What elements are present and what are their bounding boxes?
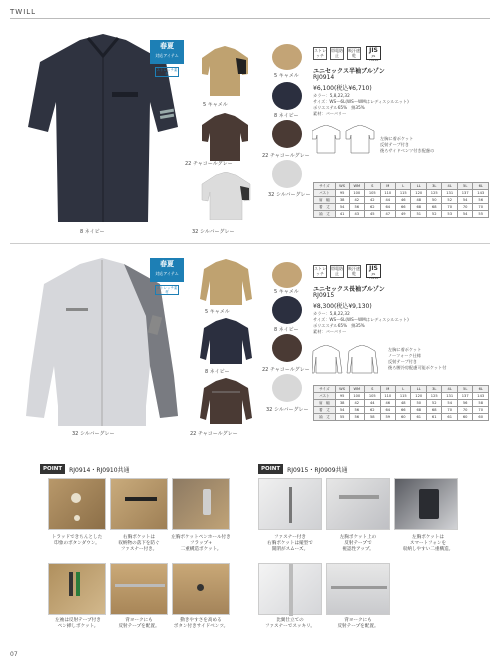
stretch-badge: ストレッチ素材 [156,68,178,76]
product2-swatch-caption-2: 8 ネイビー [274,327,299,333]
product2-size-cell: 95 [335,393,349,400]
product1-size-cell: 48 [411,197,426,204]
product2-size-cell: 120 [411,393,426,400]
product1-size-cell: 55 [473,211,489,218]
section-divider [10,243,490,244]
point1-photo-pen-pocket [172,478,230,530]
product2-size-cell: WM [349,386,364,393]
point1-caption-1: トラッドできちんとした 印象のボタンダウン。 [51,535,103,546]
season-badge-2 [150,258,184,282]
product1-swatch-silver [272,160,302,188]
product2-size-cell: 110 [380,393,395,400]
product2-thumb-charcoal [200,378,252,424]
point1-caption-6: 動きやすさを高める ボタン付きサイドベンツ。 [173,618,229,629]
product2-size-cell: 100 [349,393,364,400]
product1-swatch-caption-3: 22 チャコールグレー [262,153,310,159]
point1-caption-2: 右胸ポケットは 収納物の落下を防ぐ ファスナー付き。 [118,535,160,552]
product2-swatch-caption-3: 22 チャコールグレー [262,367,310,373]
product1-thumb-silver [200,172,252,220]
product2-size-cell: 肩 幅 [314,400,336,407]
point1-photo-side-vent [172,563,230,615]
product1-feature-2: 反射テープ付き [380,142,410,147]
product2-feature-2: ノーフォーク仕様 [388,353,421,358]
product1-size-cell: 70 [457,204,472,211]
quick-dry-icon-2: 吸汗速乾 [348,266,360,276]
point2-tag: POINT [258,464,283,474]
product1-size-cell: 51 [411,211,426,218]
point1-caption-3: 左胸ポケットペンホール付き フラップ+ 二重構造ポケット。 [171,535,231,552]
header-divider [10,18,490,19]
product2-size-cell: L [396,386,411,393]
product1-name: ユニセックス半袖ブルゾン [313,68,385,75]
product2-size-cell: 42 [349,400,364,407]
point1-photo-zip-pocket [110,478,168,530]
product1-size-cell: 42 [365,197,380,204]
product1-spec-material: ポリエステル65% 綿35% [313,105,365,110]
season-badge [150,40,184,64]
product2-size-cell: 44 [365,400,380,407]
product1-size-cell: 95 [335,190,349,197]
product1-size-cell: 143 [473,190,489,197]
product2-size-row [314,393,489,400]
product2-size-cell: LL [411,386,426,393]
product1-size-cell: 137 [457,190,472,197]
product1-size-cell: 3L [426,183,441,190]
product2-size-cell: 105 [365,393,380,400]
product2-size-row [314,407,489,414]
product2-size-cell: 38 [335,400,349,407]
product1-size-cell: 68 [411,204,426,211]
product2-size-cell: 48 [396,400,411,407]
page-number: 07 [10,651,18,658]
product1-size-cell: 5L [457,183,472,190]
point2-caption-5: 背ヨークにも 反射テープを配置。 [337,618,379,629]
product2-size-cell: 68 [426,407,441,414]
product1-size-row [314,204,489,211]
product1-size-cell: 52 [442,197,457,204]
product1-size-cell: 110 [380,190,395,197]
product1-size-cell: WM [349,183,364,190]
product1-size-cell: 38 [335,197,349,204]
product1-size-cell: 4L [442,183,457,190]
product1-main-color-caption: 8 ネイビー [80,229,105,235]
point2-caption-4: 比翼仕立ての ファスナーでスッキリ。 [264,618,316,629]
product1-size-cell: 45 [365,211,380,218]
product2-swatch-caption-1: 5 キャメル [274,289,299,295]
product2-size-cell: 131 [442,393,457,400]
product1-size-cell: 42 [349,197,364,204]
point1-tag: POINT [40,464,65,474]
product2-size-row [314,400,489,407]
point2-heading [258,464,348,474]
product1-size-cell: 46 [396,197,411,204]
product1-size-cell: 41 [335,211,349,218]
product2-size-cell: 60 [457,414,472,421]
product2-swatch-caption-4: 32 シルバーグレー [266,407,309,413]
product1-size-cell: 64 [380,204,395,211]
stretch-icon-2: ストレッチ [314,266,326,276]
product2-size-row [314,414,489,421]
point1-caption-4: 左袖は反射テープ付き ペン挿しポケット。 [55,618,101,629]
product2-size-cell: 52 [426,400,441,407]
product1-size-row [314,197,489,204]
product2-size-cell: 61 [411,414,426,421]
product1-size-cell: 54 [457,211,472,218]
jis-code: JIS T8118 [368,54,379,62]
product2-size-cell: 115 [396,393,411,400]
product1-size-cell: 49 [396,211,411,218]
product2-thumb-caption-3: 22 チャコールグレー [190,431,238,437]
product2-size-cell: 143 [473,393,489,400]
point1-heading [40,464,130,474]
product1-size-cell: LL [411,183,426,190]
product1-size-cell: 44 [380,197,395,204]
product1-size-cell: 53 [442,211,457,218]
product1-size-cell: 50 [426,197,441,204]
jis-code-2: JIS T8118 [368,272,379,280]
product1-price: ¥6,100(税込¥6,710) [313,85,372,92]
product2-size-cell: バスト [314,393,336,400]
product1-size-cell: 56 [473,197,489,204]
season-badge-sub-2: 対応アイテム [155,271,179,276]
product2-size-cell: 60 [396,414,411,421]
product2-size-cell: 70 [457,407,472,414]
stretch-badge-2: ストレッチ素材 [156,286,178,294]
product1-size-cell: 68 [426,204,441,211]
product2-thumb-camel [200,259,252,305]
product1-size-cell: 70 [473,204,489,211]
product1-swatch-caption-1: 5 キャメル [274,73,299,79]
product2-size-cell: S [365,386,380,393]
product2-size-cell: WS [335,386,349,393]
product1-thumb-caption-2: 22 チャコールグレー [185,161,233,167]
antistatic-icon: 帯電防止 [331,48,343,58]
point1-caption-5: 背ヨークにも 反射テープを配置。 [118,618,160,629]
product2-swatch-camel [272,262,302,288]
product1-size-cell: 54 [335,204,349,211]
product2-size-cell: M [380,386,395,393]
product2-price: ¥8,300(税込¥9,130) [313,303,372,310]
point1-title: RJ0914・RJ0910共通 [69,466,130,474]
product1-feature-3: 後ろサイドベンツ付き配慮の [380,148,435,153]
product2-size-cell: 袖 丈 [314,414,336,421]
point2-caption-3: 左胸ポケットは スマートフォンを 収納しやすい二重構造。 [402,535,454,552]
point1-photo-back-yoke [110,563,168,615]
product1-size-cell: 47 [380,211,395,218]
product1-swatch-navy [272,82,302,110]
product1-size-cell: 62 [365,204,380,211]
product2-size-cell: 64 [380,407,395,414]
product2-size-cell: 46 [380,400,395,407]
product2-size-cell: 50 [411,400,426,407]
product2-size-cell: 60 [473,414,489,421]
product1-spec-fabric: 素材：バーバリー [313,111,347,116]
product2-size-cell: 66 [396,407,411,414]
product2-feature-1: 左胸に着ポケット [388,347,422,352]
product1-size-cell: 70 [442,204,457,211]
product1-size-cell: 肩 幅 [314,197,336,204]
point1-photo-buttondown [48,478,106,530]
product1-size-cell: M [380,183,395,190]
product2-main-color-caption: 32 シルバーグレー [72,431,115,437]
product1-feature-1: 左胸に着ポケット [380,136,414,141]
point2-caption-1: ファスナー付き 右胸ポケットは縦型で 開閉がスムーズ。 [267,535,313,552]
product1-size-cell: S [365,183,380,190]
product2-size-cell: 3L [426,386,441,393]
product2-size-cell: 137 [457,393,472,400]
catalog-section-label: TWILL [10,8,37,16]
product2-size-cell: 6L [473,386,489,393]
product2-size-cell: 58 [473,400,489,407]
product1-swatch-caption-4: 32 シルバーグレー [268,192,311,198]
product1-spec-sizes: サイズ：WS〜6L(WS〜WMはレディスシルエット) [313,99,409,104]
point2-photo-reflective-tape [326,478,390,530]
jis-icon: JIS JIS T8118 [366,46,381,60]
product1-size-cell: バスト [314,190,336,197]
product1-size-row [314,190,489,197]
product1-tech-drawing [312,125,376,155]
product1-size-cell: 6L [473,183,489,190]
product1-swatch-caption-2: 8 ネイビー [274,113,299,119]
product2-swatch-charcoal [272,334,302,362]
product2-thumb-caption-2: 8 ネイビー [205,369,230,375]
product1-size-cell: 54 [457,197,472,204]
product2-size-cell: 56 [349,414,364,421]
product1-size-cell: 115 [396,190,411,197]
product2-size-cell: 56 [457,400,472,407]
product2-size-cell: 56 [349,407,364,414]
product2-size-table [313,385,489,421]
product2-size-cell: 125 [426,393,441,400]
product1-size-row [314,183,489,190]
product1-size-row [314,211,489,218]
product2-size-cell: 70 [442,407,457,414]
product1-size-cell: 105 [365,190,380,197]
product2-size-cell: 着 丈 [314,407,336,414]
product1-spec-colors: カラー：5,8,22,32 [313,93,350,98]
product2-size-cell: 61 [426,414,441,421]
point2-photo-back-yoke [326,563,390,615]
product1-size-cell: L [396,183,411,190]
product2-size-cell: 54 [335,407,349,414]
product1-size-cell: 52 [426,211,441,218]
product1-size-cell: 131 [442,190,457,197]
jis-icon-2: JIS JIS T8118 [366,264,381,278]
product1-size-cell: 袖 丈 [314,211,336,218]
product2-spec-sizes: サイズ：WS〜6L(WS〜WMはレディスシルエット) [313,317,409,322]
product2-size-cell: 59 [380,414,395,421]
product2-size-cell: サイズ [314,386,336,393]
product2-size-cell: 62 [365,407,380,414]
product2-tech-drawing [312,345,378,375]
product1-size-cell: 43 [349,211,364,218]
product2-size-cell: 68 [411,407,426,414]
product2-thumb-navy [200,318,252,364]
antistatic-icon-2: 帯電防止 [331,266,343,276]
product2-spec-material: ポリエステル65% 綿35% [313,323,365,328]
product1-size-cell: 125 [426,190,441,197]
product2-size-row [314,386,489,393]
product2-swatch-silver [272,374,302,402]
product2-swatch-navy [272,296,302,324]
product1-thumb-caption-1: 5 キャメル [203,102,228,108]
product2-spec-colors: カラー：5,8,22,32 [313,311,350,316]
point2-photo-vertical-pocket [258,478,322,530]
product2-size-cell: 70 [473,407,489,414]
point2-photo-double-pocket [394,478,458,530]
product2-spec-fabric: 素材：バーバリー [313,329,347,334]
product2-name: ユニセックス長袖ブルゾン [313,286,385,293]
point2-photo-fly-front [258,563,322,615]
point1-photo-sleeve-pocket [48,563,106,615]
product2-size-cell: 58 [365,414,380,421]
quick-dry-icon: 吸汗速乾 [348,48,360,58]
point2-title: RJ0915・RJ0909共通 [287,466,348,474]
product1-size-cell: 120 [411,190,426,197]
product1-thumb-caption-3: 32 シルバーグレー [192,229,235,235]
product1-size-cell: 56 [349,204,364,211]
product2-thumb-caption-1: 5 キャメル [205,309,230,315]
product2-feature-3: 反射テープ付き [388,359,418,364]
product1-size-cell: 着 丈 [314,204,336,211]
product1-size-cell: WS [335,183,349,190]
stretch-icon: ストレッチ [314,48,326,58]
product1-swatch-charcoal [272,120,302,148]
product2-size-cell: 61 [442,414,457,421]
product1-code: RJ0914 [313,74,335,81]
product1-thumb-charcoal [200,113,250,161]
product1-swatch-camel [272,44,302,70]
product1-size-table [313,182,489,218]
point2-caption-2: 左胸ポケット上の 反射テープで 視認性アップ。 [339,535,377,552]
season-badge-sub: 対応アイテム [155,53,179,58]
season-badge-text-2: 春夏 [160,260,174,268]
product2-size-cell: 55 [335,414,349,421]
product1-size-cell: 100 [349,190,364,197]
product2-code: RJ0915 [313,292,335,299]
product1-size-cell: 66 [396,204,411,211]
season-badge-text: 春夏 [160,42,174,50]
product2-size-cell: 54 [442,400,457,407]
product1-thumb-camel [200,46,250,96]
product1-size-cell: サイズ [314,183,336,190]
product2-size-cell: 4L [442,386,457,393]
product2-feature-4: 後ろ腰冷房配慮可能ポケット付 [388,365,447,370]
product2-size-cell: 5L [457,386,472,393]
